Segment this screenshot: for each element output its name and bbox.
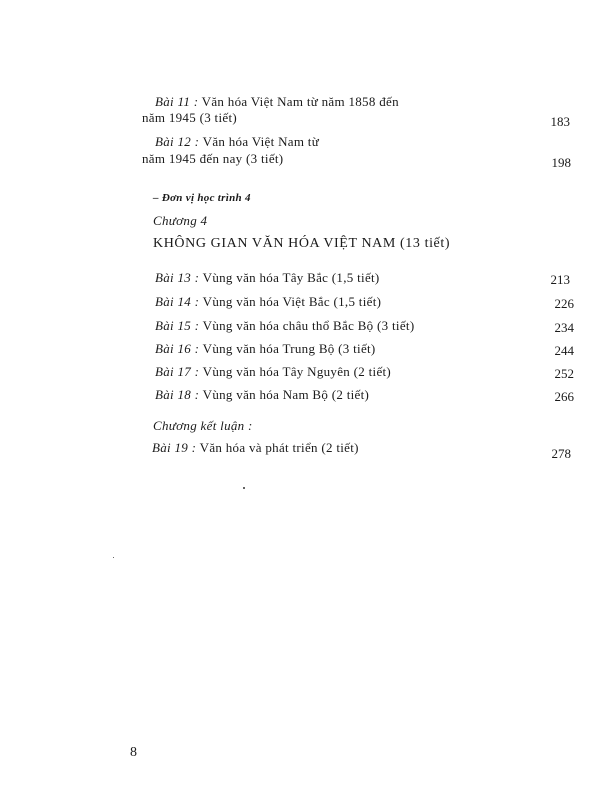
lesson-title: Vùng văn hóa châu thổ Bắc Bộ (3 tiết) [202, 318, 415, 333]
page-number: 8 [130, 745, 138, 760]
lesson-title: Vùng văn hóa Trung Bộ (3 tiết) [202, 341, 376, 356]
lesson-title: Vùng văn hóa Tây Nguyên (2 tiết) [202, 364, 392, 379]
toc-page-number: 183 [550, 114, 570, 129]
conclusion-label: Chương kết luận : [153, 418, 253, 433]
toc-page-number: 266 [554, 389, 574, 404]
toc-entry-11-line2: năm 1945 (3 tiết) [142, 110, 237, 125]
lesson-label: Bài 18 : [155, 387, 200, 402]
toc-entry-11-line1 [155, 94, 399, 110]
toc-entry [155, 341, 376, 357]
toc-entry-12-line2: năm 1945 đến nay (3 tiết) [142, 151, 284, 166]
toc-entry [155, 294, 381, 310]
chapter-label: Chương 4 [153, 213, 208, 228]
lesson-label: Bài 15 : [155, 318, 200, 333]
toc-page-number: 234 [554, 320, 574, 335]
chapter-title: KHÔNG GIAN VĂN HÓA VIỆT NAM (13 tiết) [153, 236, 451, 251]
lesson-title: Vùng văn hóa Việt Bắc (1,5 tiết) [202, 294, 382, 309]
toc-entry [155, 364, 391, 380]
toc-entry [155, 387, 369, 403]
lesson-title: Vùng văn hóa Nam Bộ (2 tiết) [202, 387, 370, 402]
toc-entry [155, 318, 414, 334]
lesson-title: Văn hóa Việt Nam từ năm 1858 đến [201, 94, 399, 109]
lesson-label: Bài 13 : [155, 270, 200, 285]
toc-page-number: 278 [551, 446, 571, 461]
lesson-title: Vùng văn hóa Tây Bắc (1,5 tiết) [202, 270, 380, 285]
lesson-label: Bài 11 : [155, 94, 199, 109]
toc-entry-12-line1 [155, 134, 319, 150]
unit-heading: – Đơn vị học trình 4 [153, 192, 251, 204]
toc-page-number: 226 [554, 296, 574, 311]
lesson-label: Bài 19 : [152, 440, 197, 455]
toc-page-number: 244 [554, 343, 574, 358]
lesson-label: Bài 14 : [155, 294, 200, 309]
lesson-label: Bài 17 : [155, 364, 200, 379]
toc-entry-19 [152, 440, 359, 456]
lesson-title: Văn hóa Việt Nam từ [202, 134, 320, 149]
lesson-label: Bài 12 : [155, 134, 200, 149]
scan-speck [113, 557, 114, 558]
toc-entry [155, 270, 380, 286]
lesson-title: Văn hóa và phát triển (2 tiết) [199, 440, 359, 455]
toc-page-number: 252 [554, 366, 574, 381]
toc-page-number: 213 [550, 272, 570, 287]
lesson-label: Bài 16 : [155, 341, 200, 356]
scan-speck [243, 487, 245, 489]
toc-page-number: 198 [551, 155, 571, 170]
